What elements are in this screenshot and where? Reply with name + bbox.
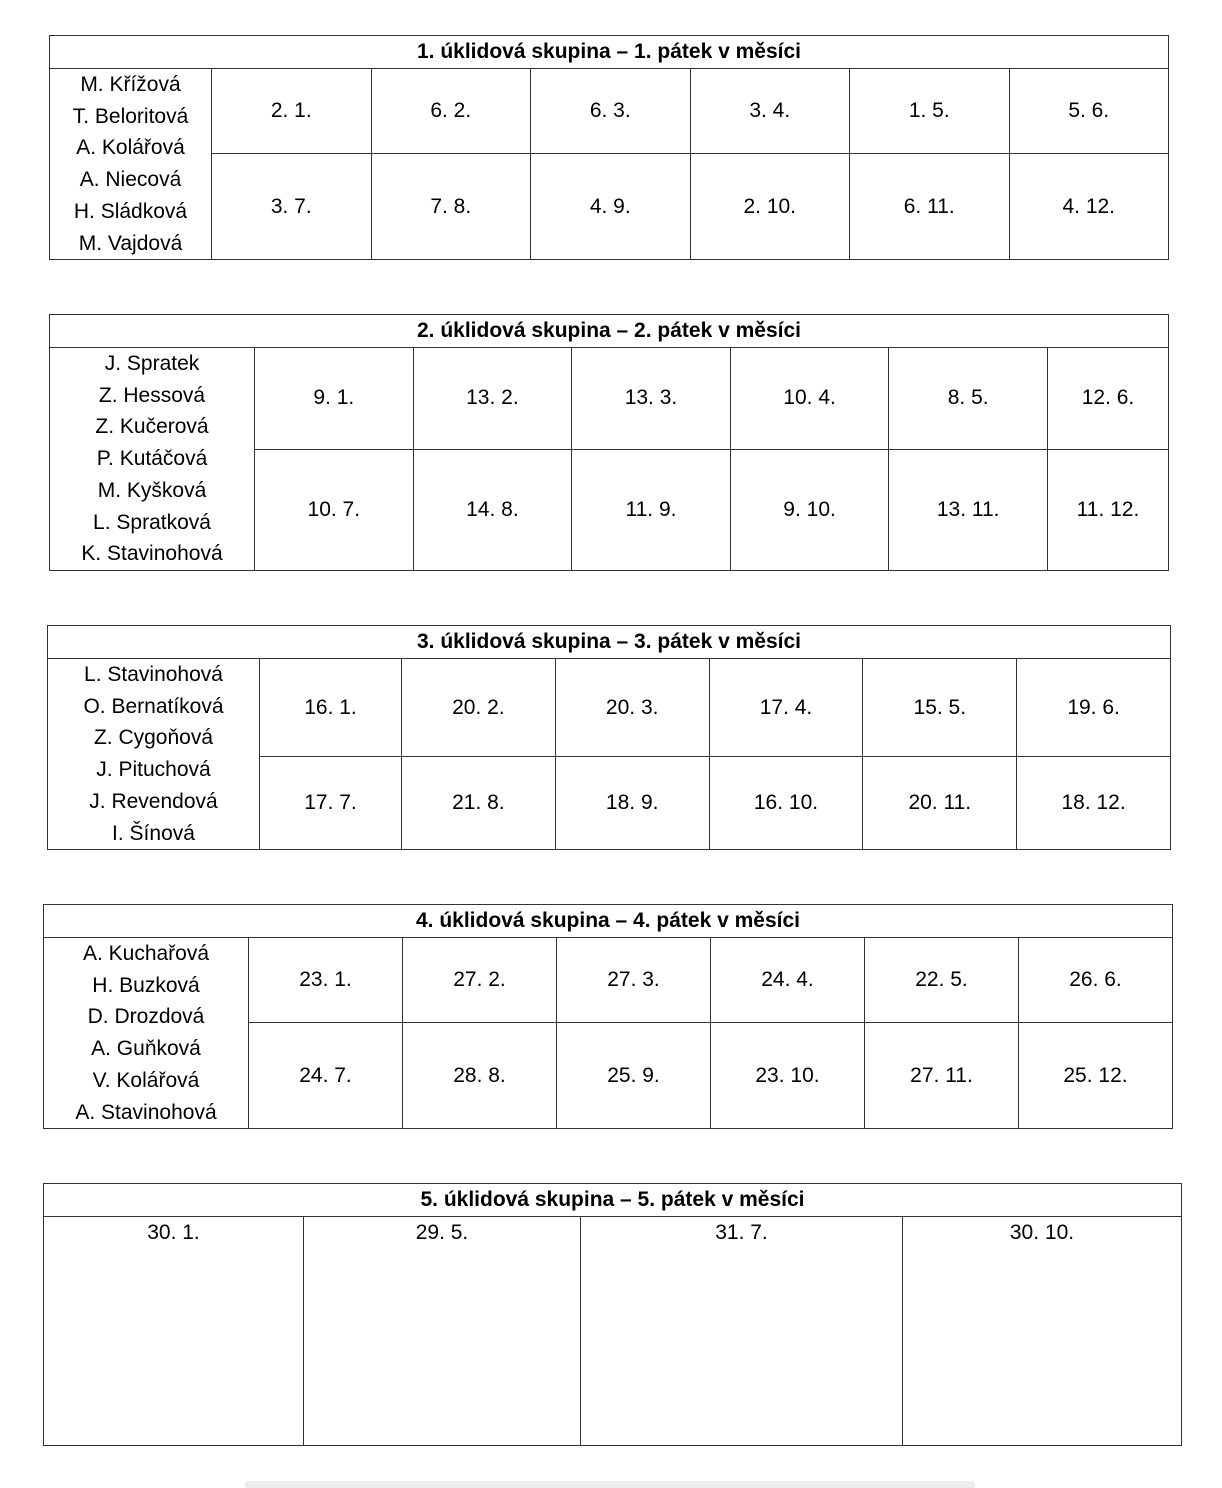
date-cell: 6. 2. bbox=[371, 69, 531, 154]
date-cell: 29. 5. bbox=[304, 1217, 581, 1446]
date-cell: 21. 8. bbox=[402, 757, 556, 850]
date-cell: 11. 9. bbox=[572, 449, 731, 570]
date-cell: 25. 9. bbox=[557, 1023, 711, 1129]
member-name: K. Stavinohová bbox=[81, 542, 223, 566]
member-name: L. Spratková bbox=[93, 510, 211, 534]
date-cell: 7. 8. bbox=[371, 154, 531, 260]
group-title: 3. úklidová skupina – 3. pátek v měsíci bbox=[48, 626, 1171, 659]
date-cell: 6. 3. bbox=[531, 69, 691, 154]
date-cell: 6. 11. bbox=[850, 154, 1010, 260]
date-cell: 31. 7. bbox=[581, 1217, 903, 1446]
date-cell: 26. 6. bbox=[1019, 938, 1173, 1023]
date-cell: 20. 2. bbox=[402, 659, 556, 757]
date-cell: 27. 3. bbox=[557, 938, 711, 1023]
member-name: H. Buzková bbox=[92, 973, 200, 997]
date-cell: 4. 9. bbox=[531, 154, 691, 260]
member-name: L. Stavinohová bbox=[84, 663, 223, 686]
member-name: V. Kolářová bbox=[92, 1068, 200, 1092]
member-name: D. Drozdová bbox=[87, 1005, 205, 1029]
member-name: A. Stavinohová bbox=[75, 1100, 217, 1124]
member-name: J. Pituchová bbox=[96, 758, 211, 782]
member-name: I. Šínová bbox=[112, 821, 195, 845]
date-cell: 30. 1. bbox=[44, 1217, 304, 1446]
member-name: A. Guňková bbox=[91, 1037, 201, 1061]
cleaning-group-3-table bbox=[47, 625, 1171, 850]
date-cell: 20. 11. bbox=[863, 757, 1017, 850]
group-members bbox=[50, 348, 255, 571]
date-cell: 10. 7. bbox=[255, 449, 414, 570]
member-name: J. Revendová bbox=[89, 789, 218, 813]
date-cell: 9. 10. bbox=[730, 449, 889, 570]
date-cell: 13. 3. bbox=[572, 348, 731, 450]
member-name: M. Vajdová bbox=[78, 231, 183, 255]
date-cell: 3. 4. bbox=[690, 69, 850, 154]
date-cell: 19. 6. bbox=[1017, 659, 1171, 757]
date-cell: 17. 4. bbox=[709, 659, 863, 757]
date-cell: 17. 7. bbox=[260, 757, 402, 850]
date-cell: 13. 11. bbox=[889, 449, 1048, 570]
member-name: A. Niecová bbox=[79, 168, 182, 192]
cleaning-group-4-table bbox=[43, 904, 1173, 1129]
date-cell: 30. 10. bbox=[903, 1217, 1182, 1446]
date-cell: 4. 12. bbox=[1009, 154, 1169, 260]
member-name: Z. Hessová bbox=[98, 383, 206, 407]
group-members bbox=[48, 659, 260, 850]
date-cell: 27. 2. bbox=[403, 938, 557, 1023]
cleaning-group-5-table bbox=[43, 1183, 1182, 1446]
member-name: P. Kutáčová bbox=[96, 447, 208, 471]
date-cell: 22. 5. bbox=[865, 938, 1019, 1023]
date-cell: 15. 5. bbox=[863, 659, 1017, 757]
group-title: 1. úklidová skupina – 1. pátek v měsíci bbox=[50, 36, 1169, 69]
date-cell: 14. 8. bbox=[413, 449, 572, 570]
date-cell: 23. 1. bbox=[249, 938, 403, 1023]
date-cell: 5. 6. bbox=[1009, 69, 1169, 154]
date-cell: 28. 8. bbox=[403, 1023, 557, 1129]
group-title: 5. úklidová skupina – 5. pátek v měsíci bbox=[44, 1184, 1182, 1217]
date-cell: 24. 7. bbox=[249, 1023, 403, 1129]
member-name: H. Sládková bbox=[73, 199, 188, 223]
page-edge-shadow bbox=[245, 1481, 975, 1488]
cleaning-group-2-table bbox=[49, 314, 1169, 571]
member-name: M. Kyšková bbox=[97, 478, 207, 502]
member-name: Z. Cygoňová bbox=[93, 726, 214, 750]
member-name: T. Beloritová bbox=[72, 104, 189, 128]
date-cell: 25. 12. bbox=[1019, 1023, 1173, 1129]
date-cell: 10. 4. bbox=[730, 348, 889, 450]
date-cell: 12. 6. bbox=[1047, 348, 1168, 450]
group-title: 2. úklidová skupina – 2. pátek v měsíci bbox=[50, 315, 1169, 348]
member-name: A. Kolářová bbox=[76, 136, 185, 160]
group-members bbox=[50, 69, 212, 260]
member-name: Z. Kučerová bbox=[95, 415, 209, 439]
member-name: O. Bernatíková bbox=[83, 694, 224, 718]
cleaning-group-1-table bbox=[49, 35, 1169, 260]
date-cell: 8. 5. bbox=[889, 348, 1048, 450]
date-cell: 18. 9. bbox=[555, 757, 709, 850]
date-cell: 11. 12. bbox=[1047, 449, 1168, 570]
group-members bbox=[44, 938, 249, 1129]
date-cell: 18. 12. bbox=[1017, 757, 1171, 850]
date-cell: 3. 7. bbox=[212, 154, 372, 260]
member-name: J. Spratek bbox=[104, 352, 200, 375]
date-cell: 1. 5. bbox=[850, 69, 1010, 154]
date-cell: 9. 1. bbox=[255, 348, 414, 450]
date-cell: 20. 3. bbox=[555, 659, 709, 757]
date-cell: 2. 1. bbox=[212, 69, 372, 154]
date-cell: 24. 4. bbox=[711, 938, 865, 1023]
date-cell: 16. 10. bbox=[709, 757, 863, 850]
group-title: 4. úklidová skupina – 4. pátek v měsíci bbox=[44, 905, 1173, 938]
date-cell: 2. 10. bbox=[690, 154, 850, 260]
date-cell: 23. 10. bbox=[711, 1023, 865, 1129]
member-name: A. Kuchařová bbox=[82, 942, 210, 965]
date-cell: 27. 11. bbox=[865, 1023, 1019, 1129]
date-cell: 13. 2. bbox=[413, 348, 572, 450]
date-cell: 16. 1. bbox=[260, 659, 402, 757]
member-name: M. Křížová bbox=[80, 73, 181, 96]
